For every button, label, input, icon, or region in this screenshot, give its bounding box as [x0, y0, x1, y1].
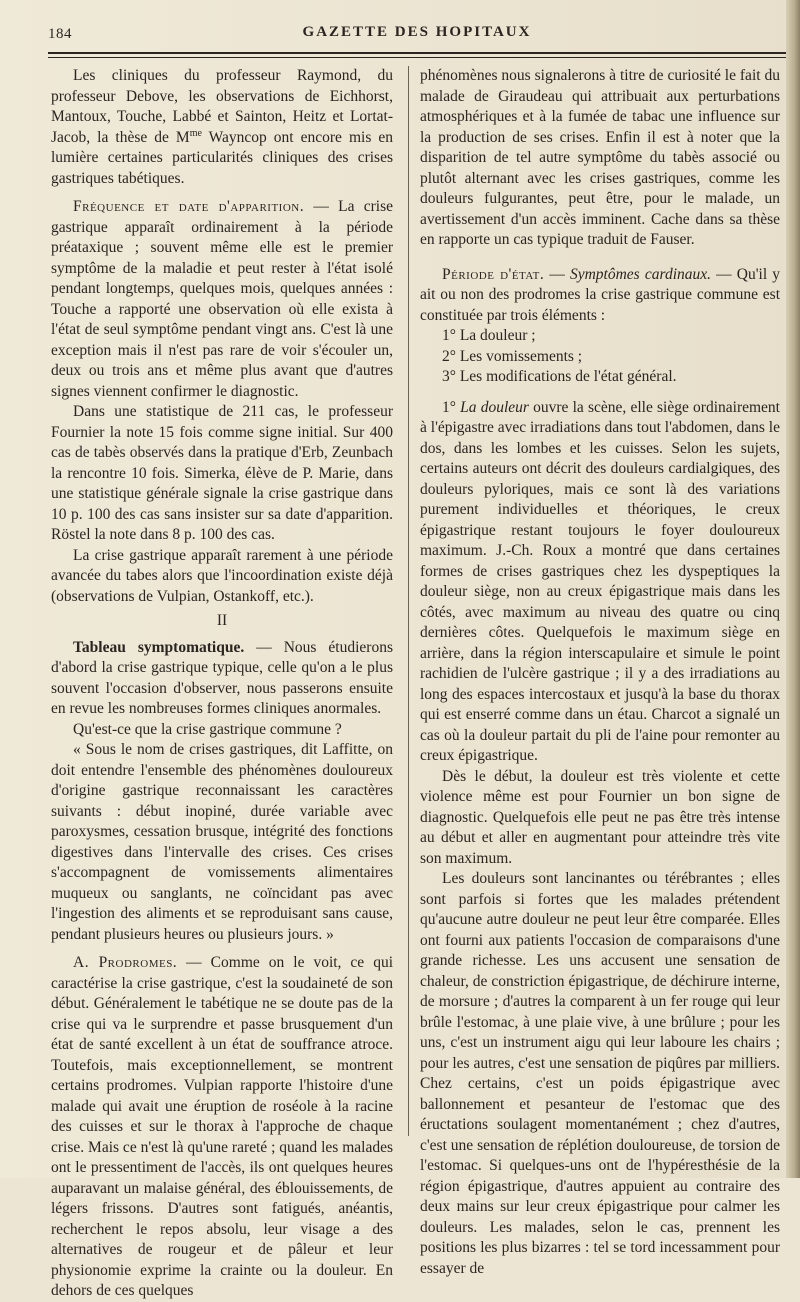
italic-heading: Symptômes cardinaux. — [569, 265, 712, 283]
list-item: 1° La douleur ; — [442, 327, 536, 344]
paragraph-prodromes — [51, 953, 393, 1302]
journal-title: GAZETTE DES HOPITAUX — [302, 24, 532, 40]
list-item: 2° Les vomissements ; — [442, 347, 583, 365]
paragraph-tableau — [51, 638, 393, 720]
text: Wayncop ont encore mis en lumière certaines particularités cliniques des crises gastriques tabétiques. — [51, 128, 393, 187]
paragraph-periode-avancee: La crise gastrique apparaît rarement à une période avancée du tabes alors que l'incoordination existe déjà (observations de Vulpian, Ostankoff, etc.). — [51, 546, 393, 605]
paragraph-cliniques — [51, 66, 393, 189]
column-divider — [408, 66, 409, 1136]
section-heading: Tableau symptomatique. — [73, 638, 245, 656]
text: — — [544, 265, 570, 283]
section-number: II — [216, 612, 228, 629]
list-item: 3° Les modifications de l'état général. — [442, 368, 677, 385]
paragraph-statistique: Dans une statistique de 211 cas, le professeur Fournier la note 15 fois comme signe initial. Sur 400 cas de tabès observés dans la pratique d'Erb, Zeunbach la rencontre 10 fois. Simerka, élève de P. Marie, dans une statistique générale signale la crise gastrique dans 10 p. 100 des cas sans insister sur sa date d'apparition. Röstel la note dans 8 p. 100 des cas. — [51, 403, 393, 543]
right-column — [420, 66, 780, 1279]
paragraph-lancinantes: Les douleurs sont lancinantes ou térébrantes ; elles sont parfois si fortes que les malades prétendent qu'aucune autre douleur ne peut leur être comparée. Elles ont fourni aux patients l'occasion de comparaisons d'une grande richesse. Les uns accusent une sensation de chaleur, de constriction épigastrique, de déchirure interne, de morsure ; d'autres la comparent à un fer rouge qui leur brûle l'estomac, à une plaie vive, à une brûlure ; pour les uns, c'est un instrument aigu qui leur laboure les chairs ; pour les autres, c'est une sensation de piqûres par milliers. Chez certains, c'est un poids épigastrique avec ballonnement et pesanteur de l'estomac que des éructations soulagent momentanément ; chez d'autres, c'est une sensation de réplétion douloureuse, de torsion de l'estomac. Si quelques-uns ont de l'hypéresthésie de la région épigastrique, d'autres appuient au contraire des deux mains sur leur creux épigastrique pour calmer les douleurs. Les malades, selon le cas, prennent les positions les plus bizarres : tel se tord incessamment pour essayer de — [420, 870, 780, 1277]
header-rule-thin — [48, 57, 786, 58]
header-rule-thick — [48, 52, 786, 54]
running-header — [48, 24, 786, 46]
page-number: 184 — [48, 26, 72, 42]
left-column — [51, 66, 393, 1302]
text: — Nous étudierons d'abord la crise gastrique typique, celle qu'on a le plus souvent l'occasion d'observer, nous passerons ensuite en revue les nombreuses formes cliniques anormales. — [51, 638, 393, 717]
paragraph-continuation: phénomènes nous signalerons à titre de curiosité le fait du malade de Giraudeau qui attribuait aux perturbations atmosphériques et à la fumée de tabac une influence sur la production de ses crises. Enfin il est à noter que la disparition de tel autre symptôme du tabès associé ou plutôt alternant avec les crises gastriques, comme les douleurs fulgurantes, peut être, pour le malade, un avertissement d'un accès imminent. Cache dans sa thèse en rapporte un cas typique traduit de Fauser. — [420, 67, 780, 248]
text: — La crise gastrique apparaît ordinairement à la période préataxique ; souvent même elle est le premier symptôme de la maladie et peut rester à l'état isolé pendant longtemps, quelques mois, quelques années : Touche a rapporté une observation où elle exista à l'état de seul symptôme pendant vingt ans. C'est là une exception mais il n'est pas rare de voir s'écouler un, deux ou trois ans et même plus avant que d'autres signes viennent confirmer le diagnostic. — [51, 198, 393, 400]
text: Les cliniques du professeur Raymond, du professeur Debove, les observations de Eichhorst, Mantoux, Touche, Labbé et Sainton, Heitz et Lortat-Jacob, la thèse de M — [51, 67, 393, 146]
paragraph-douleur — [420, 398, 780, 767]
text: 1° — [442, 398, 461, 416]
text: — Comme on le voit, ce qui caractérise la crise gastrique, c'est la soudaineté de son début. Généralement le tabétique ne se doute pas de la crise qui va le surprendre et passe brusquement d'un état de santé excellent à un état de souffrance atroce. Toutefois, mais exceptionnellement, se montrent certains prodromes. Vulpian rapporte l'histoire d'une malade qui avait une éruption de roséole à la racine des cuisses et sur le thorax à l'approche de chaque crise. Mais ce n'est là qu'une rareté ; quand les malades ont le pressentiment de l'accès, ils ont quelques heures auparavant un malaise général, des éblouissements, de légers frissons. D'autres sont fatigués, anéantis, recherchent le repos absolu, leur visage a des alternatives de rougeur et de pâleur et leur physionomie exprime la crainte ou la douleur. En dehors de ces quelques — [51, 954, 393, 1299]
subsection-heading: Fréquence et date d'apparition. — [73, 198, 305, 215]
paragraph-debut: Dès le début, la douleur est très violente et cette violence même est pour Fournier un bon signe de diagnostic. Quelquefois elle peut ne pas être très intense au début et aller en augmentant pour atteindre très vite son maximum. — [420, 767, 780, 867]
paragraph-quote-laffitte: « Sous le nom de crises gastriques, dit Laffitte, on doit entendre l'ensemble des phénomènes douloureux d'origine gastrique reconnaissant les caractères suivants : début inopiné, durée variable avec paroxysmes, cessation brusque, intégrité des fonctions digestives dans l'intervalle des crises. Ces crises s'accompagnent de vomissements alimentaires muqueux ou sanglants, ne coïncidant pas avec l'ingestion des aliments et se reproduisant sans cause, pendant plusieurs heures ou plusieurs jours. » — [51, 741, 393, 943]
subsection-heading: Période d'état. — [442, 265, 545, 283]
text: — Qu'il y ait ou non des prodromes la crise gastrique commune est constituée par trois éléments : — [420, 265, 781, 324]
paragraph-frequence — [51, 197, 393, 402]
italic-term: La douleur — [460, 398, 529, 416]
superscript: me — [189, 127, 202, 139]
subsection-heading: A. Prodromes. — [73, 954, 178, 971]
paragraph-question: Qu'est-ce que la crise gastrique commune ? — [73, 720, 342, 738]
page-edge-shadow — [786, 0, 800, 1178]
text: ouvre la scène, elle siège ordinairement à l'épigastre avec irradiations dans tout l'abdomen, dans le dos, dans les lombes et les cuisses. Selon les sujets, certains auteurs ont décrit des douleurs cardialgiques, des douleurs pyloriques, mais ce sont là des variations purement individuelles et théoriques, le creux épigastrique restant toujours le foyer douloureux maximum. J.-Ch. Roux a montré que dans certaines formes de crises gastriques chez les dyspeptiques la douleur siège, non au creux épigastrique mais dans les côtés, avec maximum au niveau des quatre ou cinq dernières côtes. Quelquefois le maximum siège en arrière, dans la région interscapulaire et simule le point rachidien de l'ulcère gastrique ; il y a des irradiations au long des espaces intercostaux et jusqu'à la base du thorax qui est enserré comme dans un étau. Charcot a signalé un cas où la douleur partait du pli de l'aine pour remonter au creux épigastrique. — [420, 398, 780, 764]
paragraph-periode-etat — [420, 265, 780, 327]
